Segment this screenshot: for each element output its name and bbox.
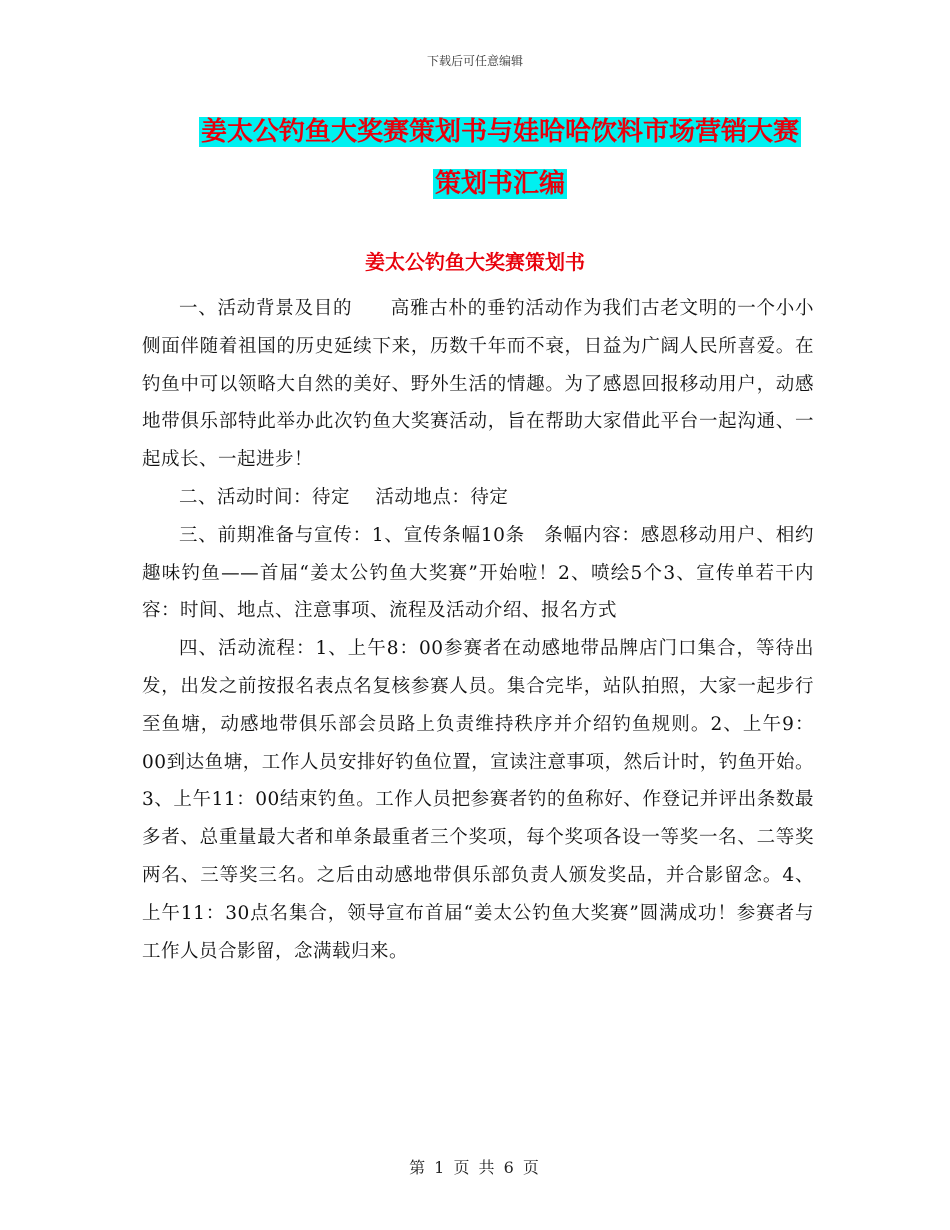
paragraph-process: 四、活动流程：1、上午8：00参赛者在动感地带品牌店门口集合，等待出发，出发之前按报名表点名复核参赛人员。集合完毕，站队拍照，大家一起步行至鱼塘，动感地带俱乐部会员路上负责维持秩序并介绍钓鱼规则。2、上午9：00到达鱼塘，工作人员安排好钓鱼位置，宣读注意事项，然后计时，钓鱼开始。3、上午11：00结束钓鱼。工作人员把参赛者钓的鱼称好、作登记并评出条数最多者、总重量最大者和单条最重者三个奖项，每个奖项各设一等奖一名、二等奖两名、三等奖三名。之后由动感地带俱乐部负责人颁发奖品，并合影留念。4、上午11：30点名集合，领导宣布首届“姜太公钓鱼大奖赛”圆满成功！参赛者与工作人员合影留，念满载归来。 (142, 638, 814, 962)
document-title (140, 106, 860, 210)
document-title-line-1: 姜太公钓鱼大奖赛策划书与娃哈哈饮料市场营销大赛 (200, 117, 799, 147)
header-note: 下载后可任意编辑 (426, 54, 523, 68)
document-title-line-2: 策划书汇编 (434, 169, 565, 199)
paragraph-time-location: 二、活动时间：待定 活动地点：待定 (179, 486, 509, 508)
page-indicator: 第 1 页 共 6 页 (409, 1158, 541, 1177)
paragraph-preparation: 三、前期准备与宣传：1、宣传条幅10条 条幅内容：感恩移动用户、相约趣味钓鱼——首届“姜太公钓鱼大奖赛”开始啦！2、喷绘5个3、宣传单若干内容：时间、地点、注意事项、流程及活动介绍、报名方式 (142, 524, 814, 622)
paragraph-background: 一、活动背景及目的 高雅古朴的垂钓活动作为我们古老文明的一个小小侧面伴随着祖国的历史延续下来，历数千年而不衰，日益为广阔人民所喜爱。在钓鱼中可以领略大自然的美好、野外生活的情趣。为了感恩回报移动用户，动感地带俱乐部特此举办此次钓鱼大奖赛活动，旨在帮助大家借此平台一起沟通、一起成长、一起进步！ (142, 298, 814, 471)
document-body (142, 290, 814, 970)
section-title: 姜太公钓鱼大奖赛策划书 (365, 250, 585, 274)
